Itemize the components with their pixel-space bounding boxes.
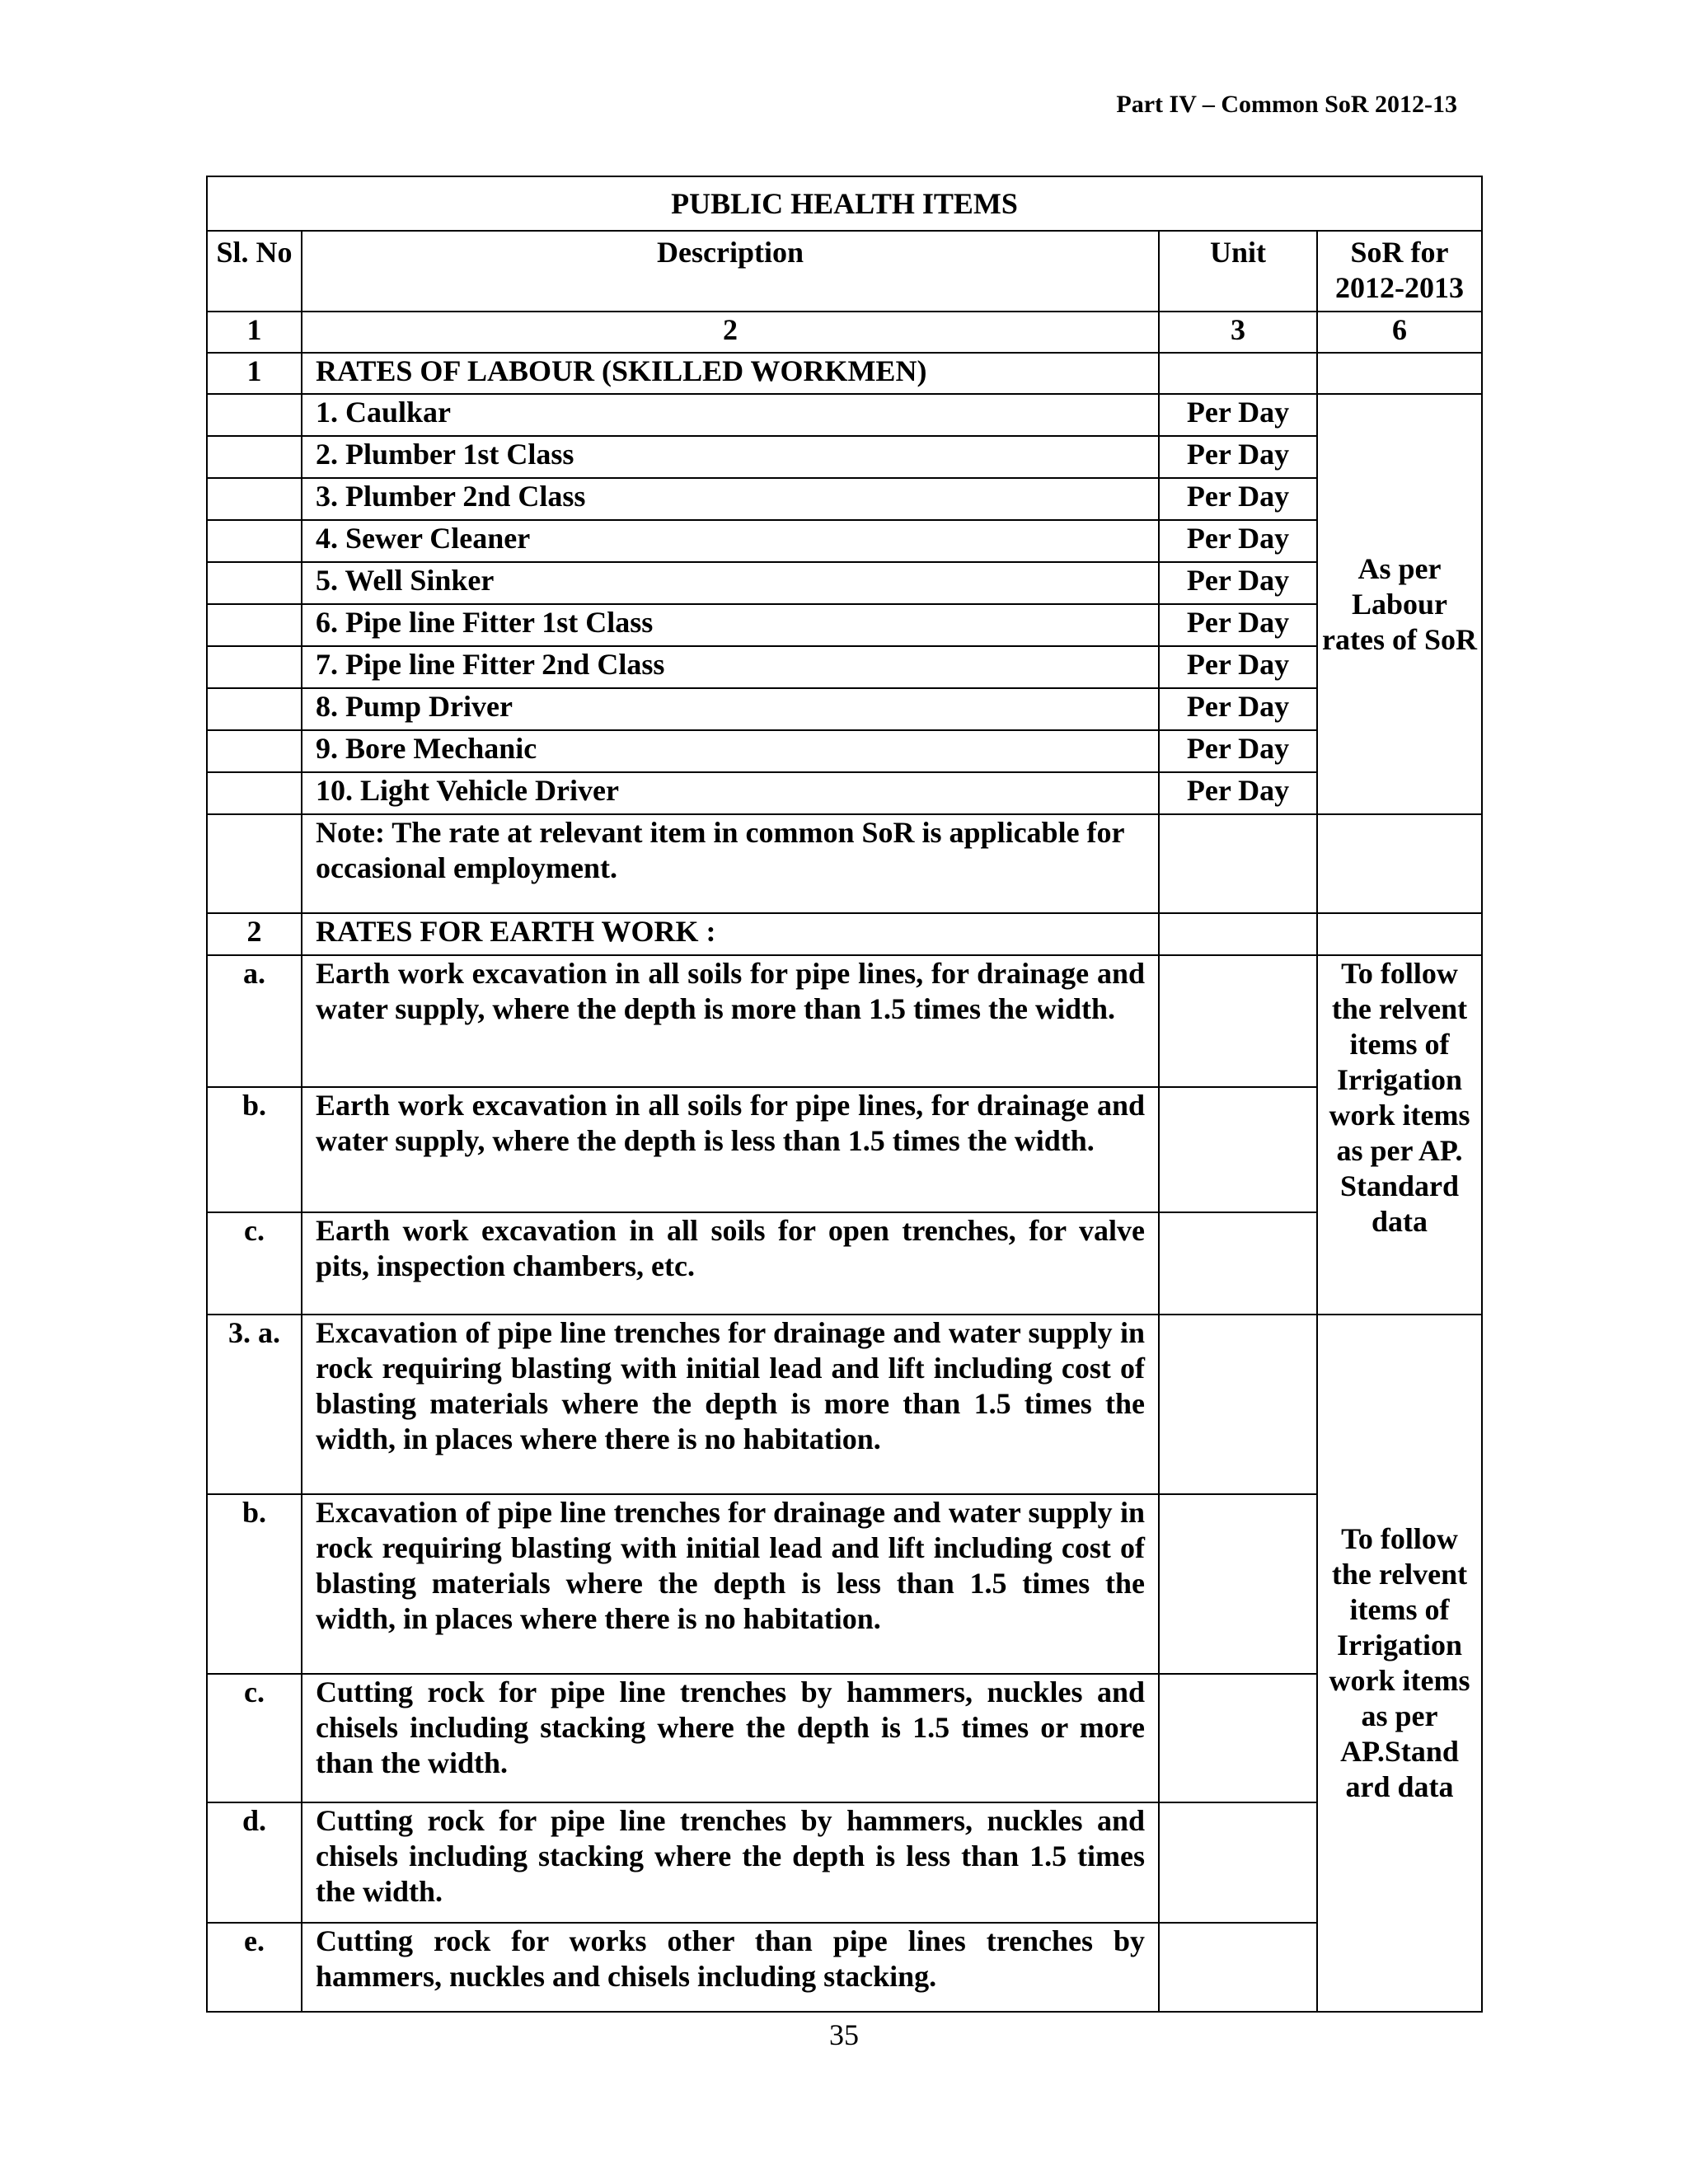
labour-unit: Per Day bbox=[1159, 646, 1317, 688]
item-number: a. bbox=[207, 955, 302, 1087]
labour-unit: Per Day bbox=[1159, 436, 1317, 478]
labour-description: 2. Plumber 1st Class bbox=[302, 436, 1159, 478]
empty-cell bbox=[207, 604, 302, 646]
empty-cell bbox=[1159, 353, 1317, 394]
column-number: 1 bbox=[207, 312, 302, 353]
labour-description: 7. Pipe line Fitter 2nd Class bbox=[302, 646, 1159, 688]
empty-cell bbox=[1317, 913, 1482, 955]
empty-cell bbox=[1317, 814, 1482, 913]
table-row bbox=[207, 1923, 1482, 2012]
empty-cell bbox=[207, 478, 302, 520]
table-row bbox=[207, 646, 1482, 688]
section-heading-row bbox=[207, 913, 1482, 955]
empty-cell bbox=[207, 730, 302, 772]
table-row bbox=[207, 1315, 1482, 1494]
column-number: 6 bbox=[1317, 312, 1482, 353]
table-row bbox=[207, 520, 1482, 562]
table-row bbox=[207, 730, 1482, 772]
item-description: Cutting rock for pipe line trenches by hammers, nuckles and chisels including stacking where the depth is less than 1.5 times the width. bbox=[302, 1802, 1159, 1923]
column-header-unit: Unit bbox=[1159, 231, 1317, 312]
column-header-sl: Sl. No bbox=[207, 231, 302, 312]
empty-cell bbox=[1159, 814, 1317, 913]
item-description: Excavation of pipe line trenches for drainage and water supply in rock requiring blasting with initial lead and lift including cost of blasting materials where the depth is more than 1.5 times the width, in places where there is no habitation. bbox=[302, 1315, 1159, 1494]
table-row bbox=[207, 436, 1482, 478]
table-row bbox=[207, 394, 1482, 436]
empty-cell bbox=[207, 520, 302, 562]
item-number: b. bbox=[207, 1087, 302, 1212]
item-number: c. bbox=[207, 1674, 302, 1802]
empty-cell bbox=[1159, 1212, 1317, 1315]
rock-sor-note: To follow the relvent items of Irrigation work items as per AP.Stand ard data bbox=[1317, 1315, 1482, 2012]
item-description: Cutting rock for works other than pipe lines trenches by hammers, nuckles and chisels including stacking. bbox=[302, 1923, 1159, 2012]
labour-unit: Per Day bbox=[1159, 730, 1317, 772]
column-number: 2 bbox=[302, 312, 1159, 353]
labour-sor-note: As per Labour rates of SoR bbox=[1317, 394, 1482, 814]
public-health-items-table bbox=[206, 176, 1483, 2013]
item-number: d. bbox=[207, 1802, 302, 1923]
table-row bbox=[207, 1494, 1482, 1674]
labour-description: 6. Pipe line Fitter 1st Class bbox=[302, 604, 1159, 646]
labour-description: 8. Pump Driver bbox=[302, 688, 1159, 730]
empty-cell bbox=[207, 394, 302, 436]
note-row bbox=[207, 814, 1482, 913]
empty-cell bbox=[1159, 1802, 1317, 1923]
column-number: 3 bbox=[1159, 312, 1317, 353]
item-description: Excavation of pipe line trenches for drainage and water supply in rock requiring blasting with initial lead and lift including cost of blasting materials where the depth is less than 1.5 times the width, in places where there is no habitation. bbox=[302, 1494, 1159, 1674]
table-row bbox=[207, 478, 1482, 520]
empty-cell bbox=[207, 562, 302, 604]
earthwork-sor-note: To follow the relvent items of Irrigation work items as per AP. Standard data bbox=[1317, 955, 1482, 1315]
column-header-row bbox=[207, 231, 1482, 312]
section-number: 2 bbox=[207, 913, 302, 955]
empty-cell bbox=[1159, 1923, 1317, 2012]
table-row bbox=[207, 1212, 1482, 1315]
labour-description: 3. Plumber 2nd Class bbox=[302, 478, 1159, 520]
table-title-row bbox=[207, 176, 1482, 231]
labour-unit: Per Day bbox=[1159, 394, 1317, 436]
item-description: Earth work excavation in all soils for pipe lines, for drainage and water supply, where the depth is more than 1.5 times the width. bbox=[302, 955, 1159, 1087]
page-header: Part IV – Common SoR 2012-13 bbox=[1116, 91, 1457, 118]
labour-description: 4. Sewer Cleaner bbox=[302, 520, 1159, 562]
table-row bbox=[207, 562, 1482, 604]
empty-cell bbox=[207, 814, 302, 913]
table-row bbox=[207, 1802, 1482, 1923]
empty-cell bbox=[207, 436, 302, 478]
table-title: PUBLIC HEALTH ITEMS bbox=[207, 176, 1482, 231]
item-description: Cutting rock for pipe line trenches by hammers, nuckles and chisels including stacking where the depth is 1.5 times or more than the width. bbox=[302, 1674, 1159, 1802]
labour-unit: Per Day bbox=[1159, 604, 1317, 646]
empty-cell bbox=[207, 688, 302, 730]
item-number: c. bbox=[207, 1212, 302, 1315]
empty-cell bbox=[207, 772, 302, 814]
empty-cell bbox=[207, 646, 302, 688]
item-number: e. bbox=[207, 1923, 302, 2012]
table-row bbox=[207, 604, 1482, 646]
page-number: 35 bbox=[829, 2018, 859, 2051]
labour-description: 1. Caulkar bbox=[302, 394, 1159, 436]
labour-note: Note: The rate at relevant item in common SoR is applicable for occasional employment. bbox=[302, 814, 1159, 913]
item-number: b. bbox=[207, 1494, 302, 1674]
table-row bbox=[207, 1087, 1482, 1212]
table-row bbox=[207, 688, 1482, 730]
labour-description: 10. Light Vehicle Driver bbox=[302, 772, 1159, 814]
labour-description: 9. Bore Mechanic bbox=[302, 730, 1159, 772]
column-header-sor: SoR for 2012-2013 bbox=[1317, 231, 1482, 312]
empty-cell bbox=[1317, 353, 1482, 394]
empty-cell bbox=[1159, 1087, 1317, 1212]
item-description: Earth work excavation in all soils for open trenches, for valve pits, inspection chambers, etc. bbox=[302, 1212, 1159, 1315]
item-description: Earth work excavation in all soils for pipe lines, for drainage and water supply, where the depth is less than 1.5 times the width. bbox=[302, 1087, 1159, 1212]
section-number: 1 bbox=[207, 353, 302, 394]
empty-cell bbox=[1159, 913, 1317, 955]
labour-unit: Per Day bbox=[1159, 520, 1317, 562]
table-row bbox=[207, 772, 1482, 814]
section-heading: RATES FOR EARTH WORK : bbox=[302, 913, 1159, 955]
labour-unit: Per Day bbox=[1159, 562, 1317, 604]
labour-unit: Per Day bbox=[1159, 772, 1317, 814]
empty-cell bbox=[1159, 1674, 1317, 1802]
column-header-description: Description bbox=[302, 231, 1159, 312]
empty-cell bbox=[1159, 955, 1317, 1087]
labour-unit: Per Day bbox=[1159, 688, 1317, 730]
section-heading: RATES OF LABOUR (SKILLED WORKMEN) bbox=[302, 353, 1159, 394]
table-row bbox=[207, 955, 1482, 1087]
empty-cell bbox=[1159, 1494, 1317, 1674]
labour-unit: Per Day bbox=[1159, 478, 1317, 520]
labour-description: 5. Well Sinker bbox=[302, 562, 1159, 604]
section-heading-row bbox=[207, 353, 1482, 394]
empty-cell bbox=[1159, 1315, 1317, 1494]
column-number-row bbox=[207, 312, 1482, 353]
table-row bbox=[207, 1674, 1482, 1802]
item-number: 3. a. bbox=[207, 1315, 302, 1494]
